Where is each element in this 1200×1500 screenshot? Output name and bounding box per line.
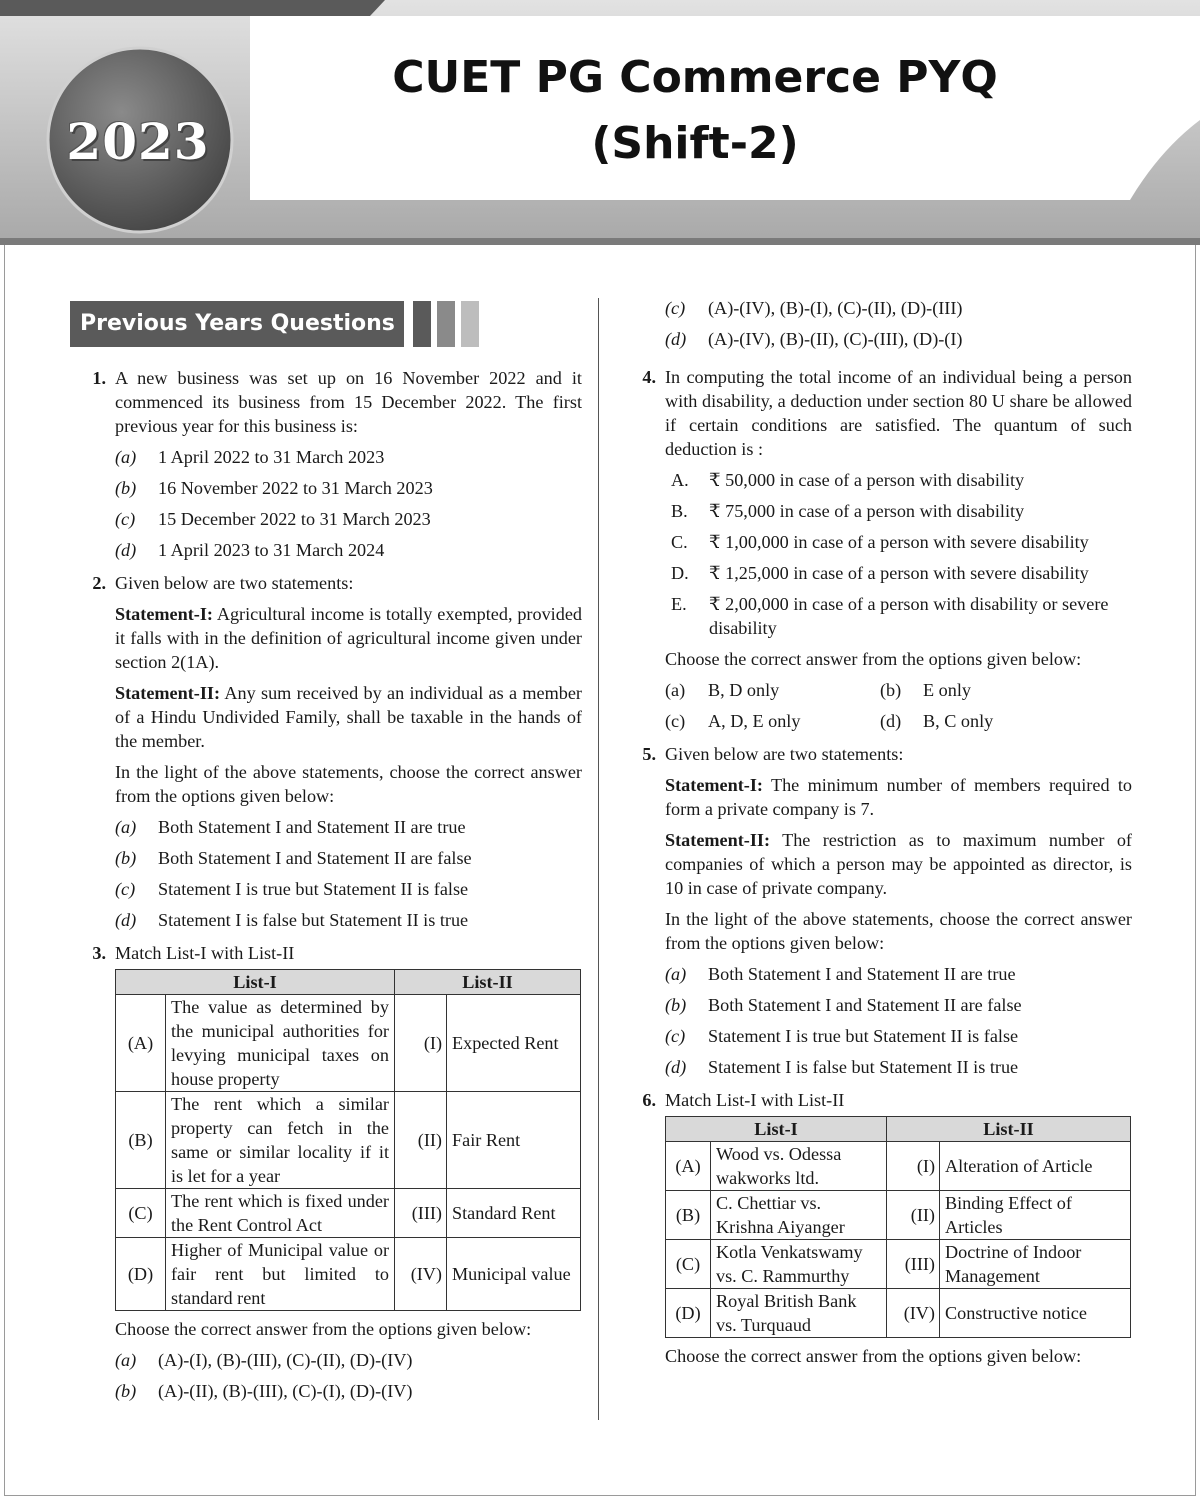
option[interactable]: [665, 962, 1132, 986]
item-label: A.: [671, 470, 689, 490]
option[interactable]: [115, 507, 582, 531]
row-key-2: (III): [395, 1189, 447, 1238]
option-label: (c): [665, 298, 686, 318]
row-key-2: (I): [395, 995, 447, 1092]
row-key: (C): [116, 1189, 166, 1238]
option-text: (A)-(I), (B)-(III), (C)-(II), (D)-(IV): [158, 1350, 413, 1370]
table-row: [666, 1142, 1131, 1191]
question-text: Given below are two statements:: [665, 744, 904, 764]
row-key-2: (I): [887, 1142, 940, 1191]
row-key: (D): [116, 1238, 166, 1311]
question-4: [620, 365, 1132, 733]
option-text: Both Statement I and Statement II are false: [708, 995, 1022, 1015]
row-key: (B): [116, 1092, 166, 1189]
option-label: (c): [115, 509, 136, 529]
option[interactable]: [115, 445, 582, 469]
question-text: Given below are two statements:: [115, 573, 354, 593]
row-value: The value as determined by the municipal authorities for levying municipal taxes on house property: [166, 995, 395, 1092]
year-badge: 2023: [66, 112, 210, 171]
table-row: [666, 1191, 1131, 1240]
row-key-2: (IV): [395, 1238, 447, 1311]
option[interactable]: [880, 709, 1095, 733]
row-value-2: Expected Rent: [447, 995, 581, 1092]
page-title: CUET PG Commerce PYQ: [392, 52, 998, 103]
option-row: [665, 678, 1132, 702]
row-value-2: Binding Effect of Articles: [940, 1191, 1131, 1240]
option[interactable]: [665, 327, 1132, 351]
table-header: List-I: [666, 1117, 887, 1142]
question-text: Match List-I with List-II: [665, 1090, 845, 1110]
row-value-2: Constructive notice: [940, 1289, 1131, 1338]
option-text: E only: [923, 680, 971, 700]
row-value: Wood vs. Odessa wakworks ltd.: [711, 1142, 887, 1191]
table-row: [116, 995, 581, 1092]
option-row: [665, 709, 1132, 733]
row-key: (C): [666, 1240, 711, 1289]
row-value-2: Doctrine of Indoor Management: [940, 1240, 1131, 1289]
section-title: Previous Years Questions: [70, 301, 404, 347]
option-text: Statement I is true but Statement II is false: [708, 1026, 1019, 1046]
list-item: [665, 592, 1132, 640]
item-text: ₹ 1,00,000 in case of a person with severe disability: [709, 532, 1089, 552]
list-item: [665, 530, 1132, 554]
option-text: (A)-(IV), (B)-(I), (C)-(II), (D)-(III): [708, 298, 963, 318]
option-text: 16 November 2022 to 31 March 2023: [158, 478, 433, 498]
table-row: [666, 1240, 1131, 1289]
statement-label: Statement-II:: [115, 683, 221, 703]
banner-bar: [413, 301, 431, 347]
option[interactable]: [665, 1024, 1132, 1048]
option[interactable]: [115, 908, 582, 932]
banner-bar: [461, 301, 479, 347]
option-text: Statement I is true but Statement II is false: [158, 879, 469, 899]
item-text: ₹ 2,00,000 in case of a person with disability or severe disability: [709, 594, 1109, 638]
left-column: [70, 296, 582, 1412]
question-3-continued: [620, 296, 1132, 351]
option-label: (c): [665, 711, 686, 731]
option-text: B, C only: [923, 711, 994, 731]
statement-label: Statement-I:: [665, 775, 763, 795]
option[interactable]: [665, 296, 1132, 320]
match-table: [665, 1116, 1131, 1338]
option-label: (a): [115, 447, 137, 467]
option-label: (d): [665, 329, 687, 349]
page-header: [0, 0, 1200, 245]
question-text: A new business was set up on 16 November 2022 and it commenced its business from 15 December 2022. The first previous year for this business is:: [115, 368, 582, 436]
question-6: [620, 1088, 1132, 1368]
question-3: [70, 941, 582, 1403]
option-text: Both Statement I and Statement II are true: [708, 964, 1016, 984]
row-key: (A): [116, 995, 166, 1092]
question-prompt: Choose the correct answer from the options given below:: [115, 1319, 532, 1339]
banner-bar: [437, 301, 455, 347]
option-label: (a): [665, 964, 687, 984]
option-label: (d): [115, 910, 137, 930]
statement-2: [115, 681, 582, 753]
section-banner: [70, 296, 582, 344]
question-number: 2.: [92, 573, 106, 593]
option-label: (c): [115, 879, 136, 899]
list-item: [665, 468, 1132, 492]
option-label: (b): [115, 848, 137, 868]
table-header: List-II: [395, 970, 581, 995]
question-5: [620, 742, 1132, 1079]
question-text: Match List-I with List-II: [115, 943, 295, 963]
statement-2: [665, 828, 1132, 900]
option[interactable]: [665, 1055, 1132, 1079]
row-key: (D): [666, 1289, 711, 1338]
question-1: [70, 366, 582, 562]
option-text: 15 December 2022 to 31 March 2023: [158, 509, 431, 529]
option-label: (d): [665, 1057, 687, 1077]
question-prompt: In the light of the above statements, choose the correct answer from the options given below:: [115, 762, 582, 806]
question-text: In computing the total income of an individual being a person with disability, a deduction under section 80 U share be allowed if certain conditions are satisfied. The quantum of such deduction is :: [665, 367, 1132, 459]
question-prompt: Choose the correct answer from the options given below:: [665, 1346, 1082, 1366]
option[interactable]: [115, 476, 582, 500]
row-key-2: (IV): [887, 1289, 940, 1338]
row-value: C. Chettiar vs. Krishna Aiyanger: [711, 1191, 887, 1240]
row-key: (B): [666, 1191, 711, 1240]
item-label: D.: [671, 563, 689, 583]
option[interactable]: [115, 538, 582, 562]
statement-1: [115, 602, 582, 674]
match-table: [115, 969, 581, 1311]
row-value: The rent which a similar property can fetch in the same or similar locality if it is let for a year: [166, 1092, 395, 1189]
table-row: [116, 1189, 581, 1238]
table-header: List-I: [116, 970, 395, 995]
row-key-2: (III): [887, 1240, 940, 1289]
option[interactable]: [115, 877, 582, 901]
option-label: (b): [115, 478, 137, 498]
row-value-2: Fair Rent: [447, 1092, 581, 1189]
row-value: Higher of Municipal value or fair rent but limited to standard rent: [166, 1238, 395, 1311]
row-key-2: (II): [395, 1092, 447, 1189]
option-label: (b): [880, 680, 902, 700]
statement-1: [665, 773, 1132, 821]
list-item: [665, 561, 1132, 585]
option-text: 1 April 2023 to 31 March 2024: [158, 540, 385, 560]
option-label: (d): [115, 540, 137, 560]
column-divider: [598, 298, 599, 1420]
row-value-2: Standard Rent: [447, 1189, 581, 1238]
item-label: B.: [671, 501, 688, 521]
table-row: [116, 1092, 581, 1189]
option-text: Both Statement I and Statement II are false: [158, 848, 472, 868]
row-value-2: Alteration of Article: [940, 1142, 1131, 1191]
table-row: [666, 1289, 1131, 1338]
question-number: 6.: [642, 1090, 656, 1110]
option[interactable]: [665, 678, 880, 702]
option-text: (A)-(II), (B)-(III), (C)-(I), (D)-(IV): [158, 1381, 413, 1401]
option[interactable]: [115, 1379, 582, 1403]
statement-text: Any sum received by an individual as a member of a Hindu Undivided Family, shall be taxable in the hands of the member.: [115, 683, 582, 751]
statement-label: Statement-I:: [115, 604, 213, 624]
statement-text: The restriction as to maximum number of companies of which a person may be appointed as director, is 10 in case of private company.: [665, 830, 1132, 898]
statement-label: Statement-II:: [665, 830, 771, 850]
question-prompt: In the light of the above statements, choose the correct answer from the options given below:: [665, 909, 1132, 953]
item-text: ₹ 50,000 in case of a person with disability: [709, 470, 1025, 490]
option-text: B, D only: [708, 680, 780, 700]
option-text: Statement I is false but Statement II is true: [708, 1057, 1019, 1077]
option-label: (b): [665, 995, 687, 1015]
page-subtitle: (Shift-2): [591, 118, 799, 169]
row-value: Kotla Venkatswamy vs. C. Rammurthy: [711, 1240, 887, 1289]
right-column: [620, 296, 1132, 1377]
table-header: List-II: [887, 1117, 1131, 1142]
option-label: (d): [880, 711, 902, 731]
item-label: C.: [671, 532, 688, 552]
option-text: A, D, E only: [708, 711, 801, 731]
option-label: (a): [665, 680, 686, 700]
option-text: Both Statement I and Statement II are true: [158, 817, 466, 837]
option-label: (a): [115, 817, 137, 837]
option-label: (b): [115, 1381, 137, 1401]
statement-text: The minimum number of members required to form a private company is 7.: [665, 775, 1132, 819]
table-row: [116, 1238, 581, 1311]
option[interactable]: [115, 846, 582, 870]
item-label: E.: [671, 594, 687, 614]
question-2: [70, 571, 582, 932]
question-number: 5.: [642, 744, 656, 764]
row-key-2: (II): [887, 1191, 940, 1240]
item-text: ₹ 75,000 in case of a person with disability: [709, 501, 1025, 521]
option-text: Statement I is false but Statement II is true: [158, 910, 469, 930]
question-prompt: Choose the correct answer from the options given below:: [665, 649, 1082, 669]
option[interactable]: [880, 678, 1095, 702]
row-key: (A): [666, 1142, 711, 1191]
option-label: (a): [115, 1350, 137, 1370]
row-value: Royal British Bank vs. Turquaud: [711, 1289, 887, 1338]
row-value: The rent which is fixed under the Rent Control Act: [166, 1189, 395, 1238]
option-text: (A)-(IV), (B)-(II), (C)-(III), (D)-(I): [708, 329, 963, 349]
question-number: 4.: [642, 367, 656, 387]
item-text: ₹ 1,25,000 in case of a person with severe disability: [709, 563, 1089, 583]
question-number: 1.: [92, 368, 106, 388]
option-text: 1 April 2022 to 31 March 2023: [158, 447, 385, 467]
option[interactable]: [665, 709, 880, 733]
option[interactable]: [665, 993, 1132, 1017]
question-number: 3.: [92, 943, 106, 963]
option[interactable]: [115, 815, 582, 839]
option[interactable]: [115, 1348, 582, 1372]
list-item: [665, 499, 1132, 523]
option-label: (c): [665, 1026, 686, 1046]
row-value-2: Municipal value: [447, 1238, 581, 1311]
statement-text: Agricultural income is totally exempted, provided it falls with in the definition of agricultural income given under section 2(1A).: [115, 604, 582, 672]
